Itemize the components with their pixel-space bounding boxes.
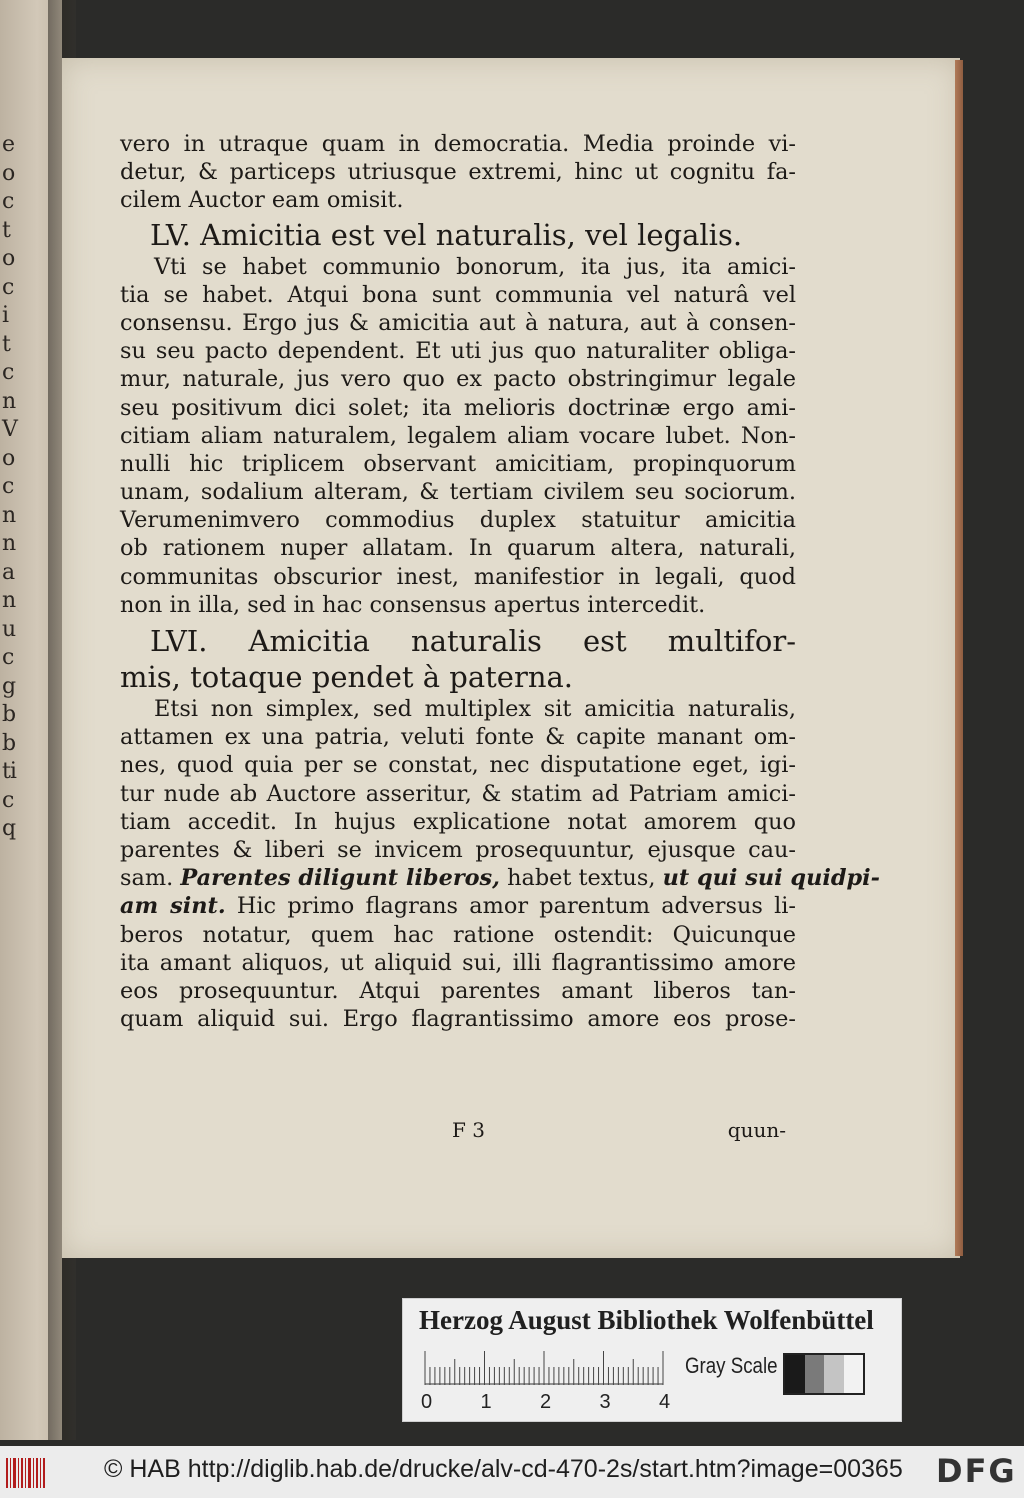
text-line: ob rationem nuper allatam. In quarum altera, naturali,: [120, 535, 796, 562]
text-line-mixed: [120, 864, 880, 892]
gray-swatch: [805, 1355, 825, 1393]
text-line: beros notatur, quem hac ratione ostendit: Quicunque: [120, 921, 796, 948]
adjacent-page-fragment: c: [2, 787, 14, 813]
text-line: consensu. Ergo jus & amicitia aut à natura, aut à consen-: [120, 309, 796, 336]
adjacent-page-fragment: c: [2, 474, 14, 499]
adjacent-page-fragment: g: [2, 673, 16, 699]
adjacent-page-fragment: e: [2, 132, 15, 157]
adjacent-page-fragment: c: [2, 645, 14, 670]
adjacent-page-fragment: o: [2, 246, 15, 271]
gray-swatch: [785, 1355, 805, 1393]
text-line: tiam accedit. In hujus explicatione notat amorem quo: [120, 808, 796, 835]
text-run: Hic primo flagrans amor parentum adversus li-: [236, 893, 796, 920]
adjacent-page-fragment: a: [2, 559, 15, 585]
adjacent-page-fragment: u: [2, 616, 16, 642]
footer-bar: [0, 1446, 1024, 1498]
adjacent-page-fragment: ti: [2, 759, 16, 784]
dfg-logo: DFG: [936, 1452, 1017, 1490]
adjacent-page-fragment: n: [2, 502, 16, 528]
text-line: mur, naturale, jus vero quo ex pacto obstringimur legale: [120, 366, 796, 393]
gray-scale-swatches: [783, 1353, 865, 1395]
adjacent-page-fragment: V: [2, 417, 17, 442]
book-page: [62, 58, 960, 1258]
text-line: Verumenimvero commodius duplex statuitur amicitia: [120, 507, 796, 534]
text-line: Vti se habet communio bonorum, ita jus, ita amici-: [154, 253, 796, 280]
ruler-number: 4: [659, 1391, 671, 1413]
text-line: eos prosequuntur. Atqui parentes amant liberos tan-: [120, 977, 796, 1004]
text-line: detur, & particeps utriusque extremi, hinc ut cognitu fa-: [120, 159, 796, 186]
thesis-heading-56: LVI. Amicitia naturalis est multifor-: [150, 624, 796, 658]
text-line: non in illa, sed in hac consensus apertus intercedit.: [120, 591, 706, 618]
adjacent-page-fragment: n: [2, 531, 16, 556]
text-line: communitas obscurior inest, manifestior in legali, quod: [120, 563, 796, 590]
ruler-number: 2: [540, 1391, 552, 1413]
text-line: nes, quod quia per se constat, nec disputatione eget, igi-: [120, 752, 796, 779]
gray-swatch: [844, 1355, 864, 1393]
text-line: citiam aliam naturalem, legalem aliam vocare lubet. Non-: [120, 422, 796, 449]
gray-scale-label: Gray Scale: [685, 1353, 778, 1378]
text-line: tur nude ab Auctore asseritur, & statim ad Patriam amici-: [120, 780, 796, 807]
italic-quote: Parentes diligunt liberos,: [180, 865, 500, 892]
text-line: parentes & liberi se invicem prosequuntur, ejusque cau-: [120, 836, 796, 863]
library-name: Herzog August Bibliothek Wolfenbüttel: [419, 1305, 874, 1335]
adjacent-page-fragment: c: [2, 360, 14, 385]
ruler-number: 0: [421, 1391, 433, 1413]
ruler-numbers: [421, 1391, 681, 1415]
text-line: ita amant aliquos, ut aliquid sui, illi flagrantissimo amore: [120, 949, 796, 976]
signature-mark: F 3: [452, 1118, 485, 1142]
adjacent-page-fragment: t: [2, 331, 10, 357]
text-line: cilem Auctor eam omisit.: [120, 187, 404, 214]
italic-quote: ut qui sui quidpi-: [662, 865, 880, 892]
adjacent-page-fragment: o: [2, 160, 15, 186]
text-line-mixed: [120, 892, 796, 920]
ruler-scale: [425, 1351, 663, 1385]
text-line: quam aliquid sui. Ergo flagrantissimo amore eos prose-: [120, 1006, 796, 1033]
page-fore-edge: [955, 60, 963, 1256]
copyright-link[interactable]: © HAB http://diglib.hab.de/drucke/alv-cd-470-2s/start.htm?image=00365: [104, 1455, 903, 1483]
library-scale-card: [402, 1298, 902, 1422]
adjacent-page-fragment: i: [2, 303, 9, 328]
adjacent-page-fragment: c: [2, 274, 14, 300]
catchword: quun-: [727, 1118, 786, 1142]
adjacent-page-fragment: t: [2, 217, 10, 243]
barcode-icon: [6, 1458, 46, 1488]
page-text: [120, 130, 880, 1033]
text-line: nulli hic triplicem observant amicitiam, propinquorum: [120, 450, 796, 477]
text-line: vero in utraque quam in democratia. Media proinde vi-: [120, 131, 796, 157]
adjacent-page-fragment: o: [2, 445, 15, 471]
ruler-number: 1: [480, 1391, 492, 1413]
text-run: sam.: [120, 865, 174, 892]
adjacent-page-fragment: n: [2, 588, 16, 613]
adjacent-page-fragment: b: [2, 702, 16, 727]
text-line: seu positivum dici solet; ita melioris doctrinæ ergo ami-: [120, 394, 796, 421]
text-line: su seu pacto dependent. Et uti jus quo naturaliter obliga-: [120, 338, 796, 365]
adjacent-page-fragment: n: [2, 388, 16, 414]
ruler-number: 3: [599, 1391, 611, 1413]
text-line: Etsi non simplex, sed multiplex sit amicitia naturalis,: [154, 696, 796, 722]
gray-swatch: [824, 1355, 844, 1393]
text-line: unam, sodalium alteram, & tertiam civilem seu sociorum.: [120, 479, 796, 506]
page-footer: [120, 1118, 796, 1144]
text-run: habet textus,: [507, 865, 656, 892]
text-line: attamen ex una patria, veluti fonte & capite manant om-: [120, 724, 796, 751]
thesis-heading-55: LV. Amicitia est vel naturalis, vel legalis.: [150, 217, 743, 252]
text-line: tia se habet. Atqui bona sunt communia vel naturâ vel: [120, 281, 796, 308]
adjacent-page-fragment: c: [2, 189, 14, 214]
adjacent-page-fragment: q: [2, 816, 16, 841]
thesis-heading-56: mis, totaque pendet à paterna.: [120, 660, 573, 694]
adjacent-page-fragment: b: [2, 730, 16, 756]
italic-quote: am sint.: [120, 893, 226, 920]
